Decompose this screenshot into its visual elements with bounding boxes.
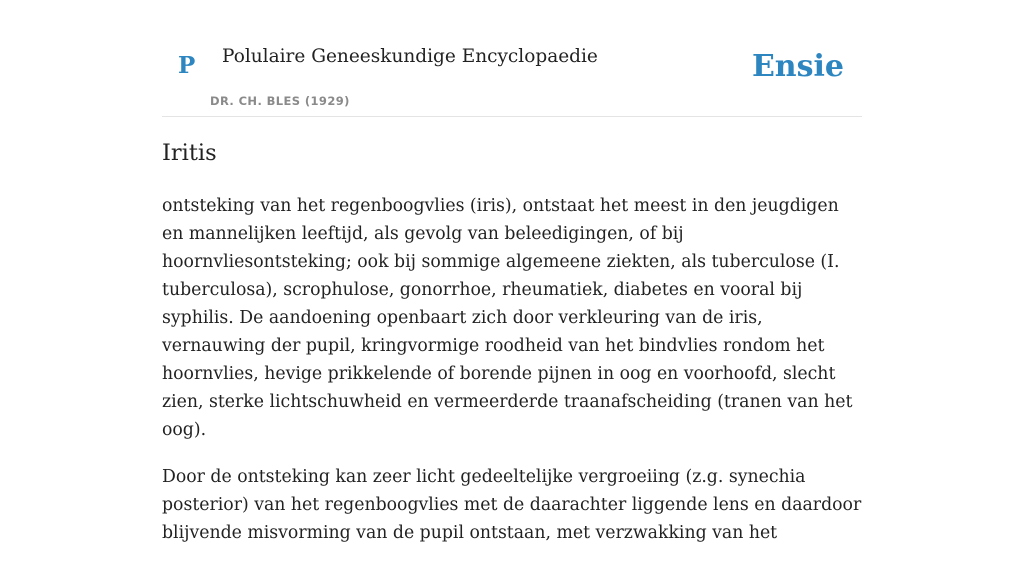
entry-body — [162, 192, 862, 566]
site-logo[interactable]: Ensie — [751, 49, 844, 84]
book-title-link[interactable]: Polulaire Geneeskundige Encyclopaedie — [222, 46, 598, 67]
book-icon[interactable]: P — [178, 52, 196, 79]
page-header — [162, 0, 862, 117]
entry-paragraph: ontsteking van het regenboogvlies (iris), ontstaat het meest in den jeugdigen en mannelijken leeftijd, als gevolg van beleedigingen, of bij hoornvliesontsteking; ook bij sommige algemeene ziekten, als tuberculose (I. tuberculosa), scrophulose, gonorrhoe, rheumatiek, diabetes en vooral bij syphilis. De aandoening openbaart zich door verkleuring van de iris, vernauwing der pupil, kringvormige roodheid van het bindvlies rondom het hoornvlies, hevige prikkelende of borende pijnen in oog en voorhoofd, slecht zien, sterke lichtschuwheid en vermeerderde traanafscheiding (tranen van het oog). — [162, 196, 853, 440]
entry-paragraph: Door de ontsteking kan zeer licht gedeeltelijke vergroeiing (z.g. synechia posterior) van het regenboogvlies met de daarachter liggende lens en daardoor blijvende misvorming van de pupil ontstaan, met verzwakking van het — [162, 467, 862, 543]
entry-title: Iritis — [162, 140, 217, 166]
book-author: DR. CH. BLES (1929) — [210, 94, 350, 108]
content-column — [162, 0, 862, 543]
